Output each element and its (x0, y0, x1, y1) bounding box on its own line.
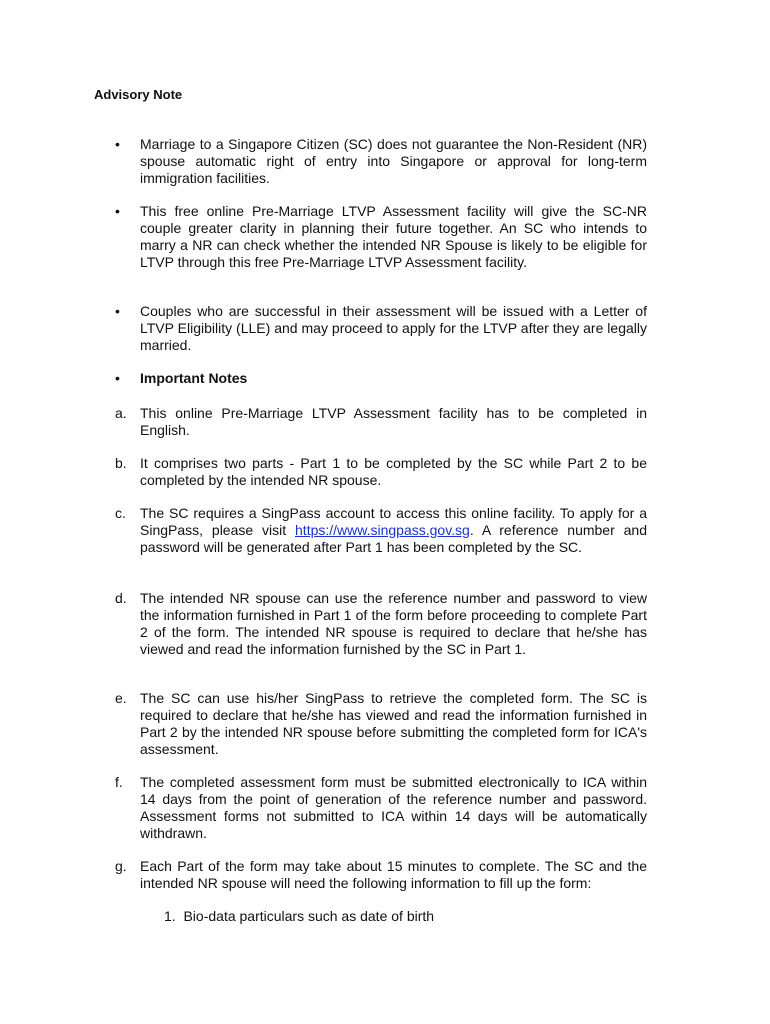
bullet-icon: • (115, 203, 120, 219)
subitem-text: Bio-data particulars such as date of birth (183, 908, 435, 924)
note-c (140, 505, 647, 556)
document-heading: Advisory Note (94, 87, 183, 102)
note-c-text-after: . A reference number and password will be generated after Part 1 has been completed by the SC. (140, 521, 647, 555)
bullet-paragraph-2: This free online Pre-Marriage LTVP Assessment facility will give the SC-NR couple greater clarity in planning their future together. An SC who intends to marry a NR can check whether the intended NR Spouse is likely to be eligible for LTVP through this free Pre-Marriage LTVP Assessment facility. (140, 203, 647, 270)
bullet-icon: • (115, 303, 120, 319)
note-marker-c: c. (115, 505, 126, 521)
bullet-icon: • (115, 136, 120, 152)
note-marker-f: f. (115, 774, 123, 790)
note-g: Each Part of the form may take about 15 minutes to complete. The SC and the intended NR spouse will need the following information to fill up the form: (140, 858, 647, 891)
subitem-number: 1. (164, 908, 176, 924)
note-marker-d: d. (115, 590, 127, 606)
note-marker-e: e. (115, 690, 127, 706)
singpass-link[interactable]: https://www.singpass.gov.sg (295, 521, 470, 538)
note-marker-b: b. (115, 455, 127, 471)
note-b: It comprises two parts - Part 1 to be completed by the SC while Part 2 to be completed by the intended NR spouse. (140, 455, 647, 488)
note-d: The intended NR spouse can use the reference number and password to view the information furnished in Part 1 of the form before proceeding to complete Part 2 of the form. The intended NR spouse is required to declare that he/she has viewed and read the information furnished by the SC in Part 1. (140, 590, 647, 657)
subitem-marker-1 (164, 908, 434, 925)
important-notes-heading: Important Notes (140, 370, 248, 386)
note-marker-g: g. (115, 858, 127, 874)
note-marker-a: a. (115, 405, 127, 421)
bullet-paragraph-1: Marriage to a Singapore Citizen (SC) does not guarantee the Non-Resident (NR) spouse automatic right of entry into Singapore or approval for long-term immigration facilities. (140, 136, 647, 186)
note-f: The completed assessment form must be submitted electronically to ICA within 14 days from the point of generation of the reference number and password. Assessment forms not submitted to ICA within 14 days will be automatically withdrawn. (140, 774, 647, 841)
note-c-text-before: The SC requires a SingPass account to access this online facility. To apply for a SingPass, please visit (140, 505, 647, 538)
note-a: This online Pre-Marriage LTVP Assessment facility has to be completed in English. (140, 405, 647, 438)
note-e: The SC can use his/her SingPass to retrieve the completed form. The SC is required to declare that he/she has viewed and read the information furnished in Part 2 by the intended NR spouse before submitting the completed form for ICA's assessment. (140, 690, 647, 757)
bullet-paragraph-3: Couples who are successful in their assessment will be issued with a Letter of LTVP Eligibility (LLE) and may proceed to apply for the LTVP after they are legally married. (140, 303, 647, 353)
bullet-icon: • (115, 370, 120, 386)
